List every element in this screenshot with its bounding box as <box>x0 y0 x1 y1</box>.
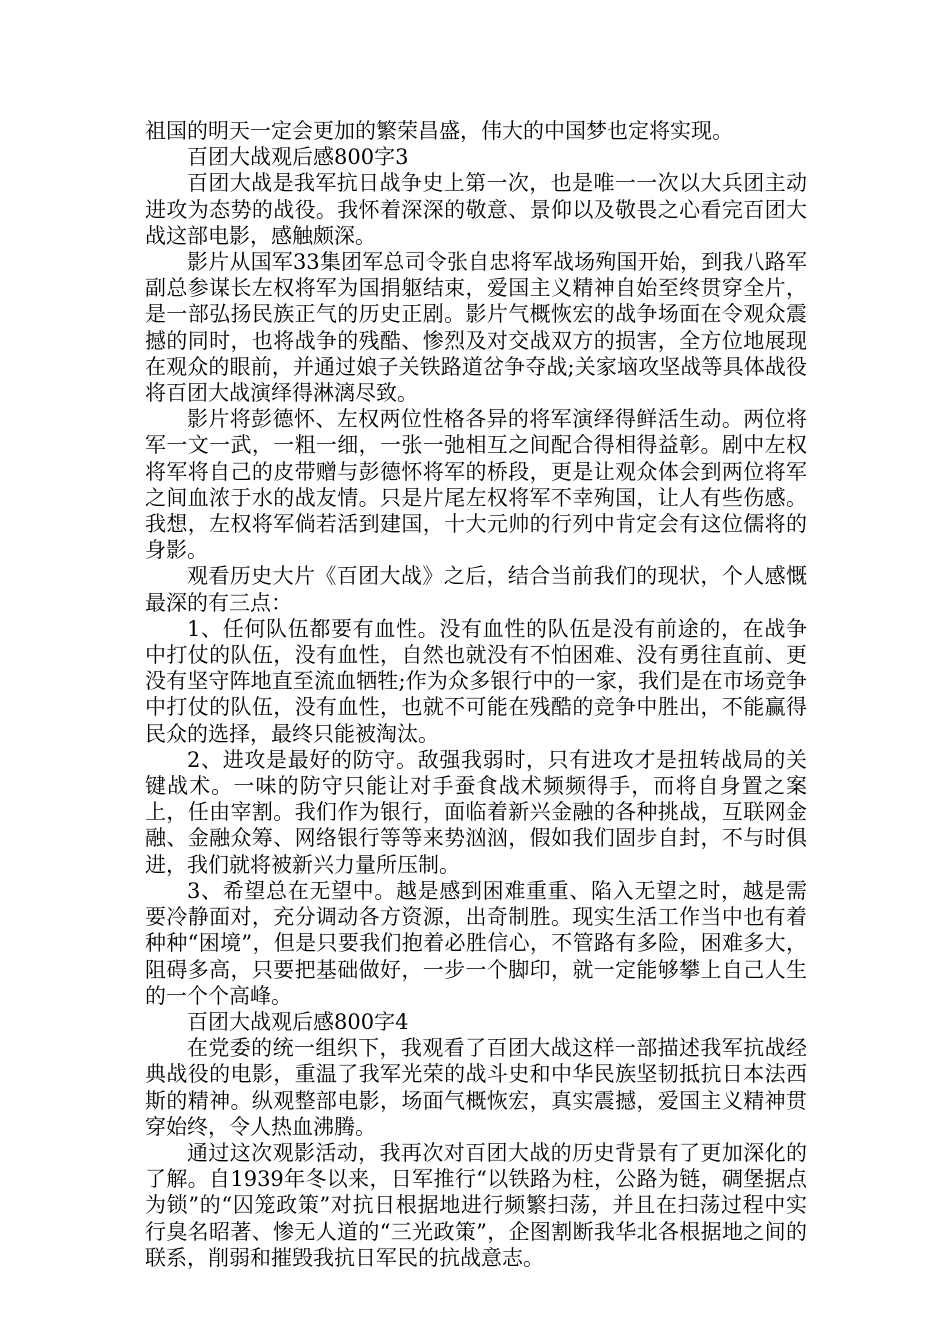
paragraph-point-3: 3、希望总在无望中。越是感到困难重重、陷入无望之时，越是需要冷静面对，充分调动各方资源，出奇制胜。现实生活工作当中也有着种种“困境”，但是只要我们抱着必胜信心，不管路有多险，困难多大，阻碍多高，只要把基础做好，一步一个脚印，就一定能够攀上自己人生的一个个高峰。 <box>145 878 807 1008</box>
paragraph: 百团大战是我军抗日战争史上第一次，也是唯一一次以大兵团主动进攻为态势的战役。我怀着深深的敬意、景仰以及敬畏之心看完百团大战这部电影，感触颇深。 <box>145 171 807 248</box>
document-page <box>145 118 807 1271</box>
paragraph: 影片从国军33集团军总司令张自忠将军战场殉国开始，到我八路军副总参谋长左权将军为国捐躯结束，爱国主义精神自始至终贯穿全片，是一部弘扬民族正气的历史正剧。影片气概恢宏的战争场面在令观众震撼的同时，也将战争的残酷、惨烈及对交战双方的损害，全方位地展现在观众的眼前，并通过娘子关铁路道岔争夺战;关家垴攻坚战等具体战役将百团大战演绎得淋漓尽致。 <box>145 250 807 406</box>
paragraph: 通过这次观影活动，我再次对百团大战的历史背景有了更加深化的了解。自1939年冬以来，日军推行“以铁路为柱，公路为链，碉堡据点为锁”的“囚笼政策”对抗日根据地进行频繁扫荡，并且在扫荡过程中实行臭名昭著、惨无人道的“三光政策”，企图割断我华北各根据地之间的联系，削弱和摧毁我抗日军民的抗战意志。 <box>145 1140 807 1270</box>
paragraph: 在党委的统一组织下，我观看了百团大战这样一部描述我军抗战经典战役的电影，重温了我军光荣的战斗史和中华民族坚韧抵抗日本法西斯的精神。纵观整部电影，场面气概恢宏，真实震撼，爱国主义精神贯穿始终，令人热血沸腾。 <box>145 1036 807 1139</box>
paragraph-point-2: 2、进攻是最好的防守。敌强我弱时，只有进攻才是扭转战局的关键战术。一味的防守只能让对手蚕食战术频频得手，而将自身置之案上，任由宰割。我们作为银行，面临着新兴金融的各种挑战，互联网金融、金融众筹、网络银行等等来势汹汹，假如我们固步自封，不与时俱进，我们就将被新兴力量所压制。 <box>145 747 807 877</box>
paragraph: 观看历史大片《百团大战》之后，结合当前我们的现状，个人感慨最深的有三点： <box>145 564 807 615</box>
paragraph: 影片将彭德怀、左权两位性格各异的将军演绎得鲜活生动。两位将军一文一武，一粗一细，一张一弛相互之间配合得相得益彰。剧中左权将军将自己的皮带赠与彭德怀将军的桥段，更是让观众体会到两位将军之间血浓于水的战友情。只是片尾左权将军不幸殉国，让人有些伤感。我想，左权将军倘若活到建国，十大元帅的行列中肯定会有这位儒将的身影。 <box>145 407 807 563</box>
section-heading-4: 百团大战观后感800字4 <box>187 1009 409 1034</box>
paragraph-continuation: 祖国的明天一定会更加的繁荣昌盛，伟大的中国梦也定将实现。 <box>145 119 733 143</box>
section-heading-3: 百团大战观后感800字3 <box>187 145 409 170</box>
paragraph-point-1: 1、任何队伍都要有血性。没有血性的队伍是没有前途的，在战争中打仗的队伍，没有血性，自然也就没有不怕困难、没有勇往直前、更没有坚守阵地直至流血牺牲;作为众多银行中的一家，我们是在市场竞争中打仗的队伍，没有血性，也就不可能在残酷的竞争中胜出，不能赢得民众的选择，最终只能被淘汰。 <box>145 616 807 746</box>
